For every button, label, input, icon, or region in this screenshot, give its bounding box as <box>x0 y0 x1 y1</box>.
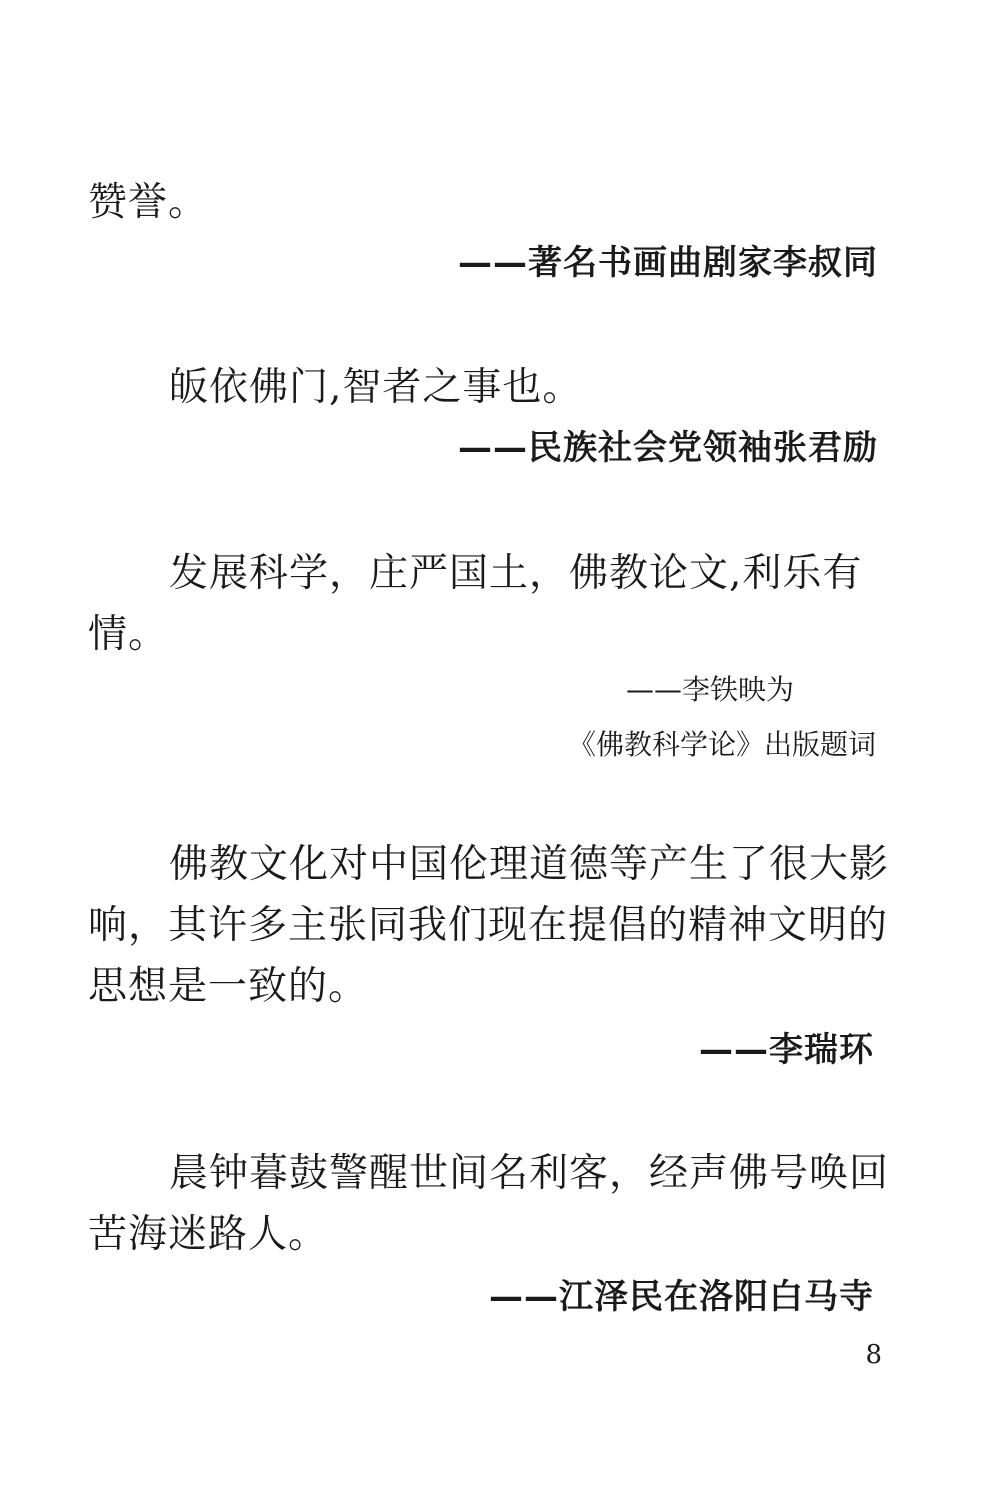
quote-2-attribution: ——民族社会党领袖张君励 <box>458 428 878 468</box>
quote-line: 佛教文化对中国伦理道德等产生了很大影 <box>169 842 890 887</box>
quote-3-attribution-line1: ——李铁映为 <box>626 673 795 706</box>
quote-line: 苦海迷路人。 <box>88 1212 329 1257</box>
quote-1-text <box>88 172 880 233</box>
quote-line: 晨钟暮鼓警醒世间名利客，经声佛号唤回 <box>169 1151 890 1196</box>
quote-3-text <box>88 543 880 665</box>
quote-4-text <box>88 834 890 1017</box>
quote-line: 皈依佛门,智者之事也。 <box>169 365 583 410</box>
quote-5-attribution: ——江泽民在洛阳白马寺 <box>489 1277 874 1317</box>
quote-line: 情。 <box>88 612 169 657</box>
quote-line: 思想是一致的。 <box>88 964 369 1009</box>
quote-line: 发展科学，庄严国土，佛教论文,利乐有 <box>169 551 863 596</box>
quote-2-text <box>88 357 880 418</box>
page-number: 8 <box>865 1340 882 1370</box>
quote-5-text <box>88 1143 890 1265</box>
quote-4-attribution: ——李瑞环 <box>699 1030 874 1070</box>
quote-line: 响，其许多主张同我们现在提倡的精神文明的 <box>88 903 889 948</box>
quote-1-attribution: ——著名书画曲剧家李叔同 <box>458 243 878 283</box>
quote-line: 赞誉。 <box>88 180 209 225</box>
quote-3-attribution-line2: 《佛教科学论》出版题词 <box>567 728 876 761</box>
